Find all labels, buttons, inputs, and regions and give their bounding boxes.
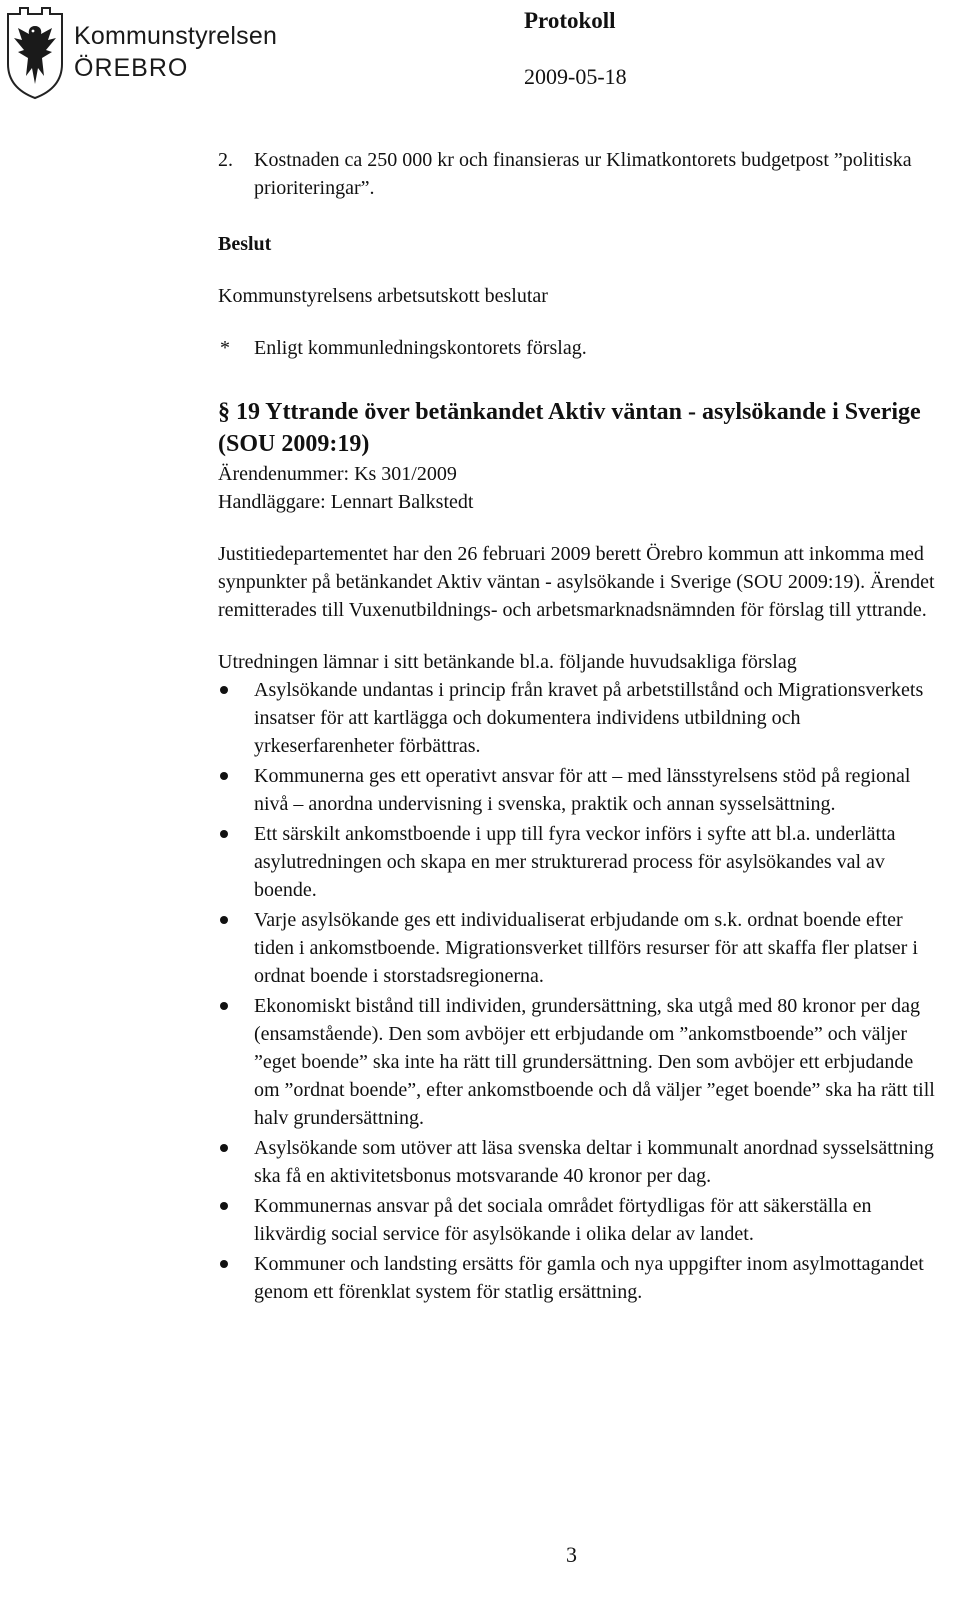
list-item xyxy=(218,820,942,904)
bullet-icon xyxy=(218,906,254,990)
list-item-text: Kommuner och landsting ersätts för gamla och nya uppgifter inom asylmottagandet genom ett förenklat system för statlig ersättning. xyxy=(254,1253,924,1303)
coat-of-arms-icon xyxy=(4,4,66,100)
bullet-icon xyxy=(218,676,254,760)
list-item xyxy=(218,1250,942,1306)
list-item xyxy=(218,1192,942,1248)
list-item xyxy=(218,1134,942,1190)
bullet-icon xyxy=(218,1250,254,1306)
bullet-icon xyxy=(218,820,254,904)
numbered-list-item xyxy=(218,146,942,202)
document-type: Protokoll xyxy=(524,8,616,33)
list-item-text: Kommunernas ansvar på det sociala området förtydligas för att säkerställa en likvärdig social service för asylsökande i olika delar av landet. xyxy=(254,1195,872,1245)
list-number: 2. xyxy=(218,149,233,171)
section-title: § 19 Yttrande över betänkandet Aktiv väntan - asylsökande i Sverige (SOU 2009:19) xyxy=(218,399,921,457)
document-date: 2009-05-18 xyxy=(524,64,627,89)
organization-logo xyxy=(0,0,300,110)
logo-line-1: Kommunstyrelsen xyxy=(74,22,278,50)
case-handler: Handläggare: Lennart Balkstedt xyxy=(218,491,474,513)
list-item xyxy=(218,906,942,990)
bullet-icon xyxy=(218,762,254,818)
decision-intro: Kommunstyrelsens arbetsutskott beslutar xyxy=(218,285,548,307)
proposal-list xyxy=(218,676,942,1306)
list-item-text: Asylsökande som utöver att läsa svenska deltar i kommunalt anordnad sysselsättning ska få en aktivitetsbonus motsvarande 40 kronor per dag. xyxy=(254,1137,934,1187)
bullet-icon xyxy=(218,992,254,1132)
bullet-icon xyxy=(218,1192,254,1248)
document-body xyxy=(218,146,942,1308)
list-item-text: Ekonomiskt bistånd till individen, grundersättning, ska utgå med 80 kronor per dag (ensamstående). Den som avböjer ett erbjudande om ”ankomstboende” och väljer ”eget boende” ska inte ha rätt till grundersättning. Den som avböjer ett erbjudande om ”ordnat boende”, efter ankomstboende och då väljer ”eget boende” ska ha rätt till halv grundersättning. xyxy=(254,995,935,1129)
asterisk-bullet-icon: * xyxy=(220,337,230,359)
logo-line-2: ÖREBRO xyxy=(74,54,189,82)
list-item-text: Kostnaden ca 250 000 kr och finansieras ur Klimatkontorets budgetpost ”politiska prioriteringar”. xyxy=(254,149,912,199)
list-item xyxy=(218,762,942,818)
decision-item xyxy=(218,334,942,362)
section-paragraph-2: Utredningen lämnar i sitt betänkande bl.a. följande huvudsakliga förslag xyxy=(218,651,797,673)
list-item xyxy=(218,992,942,1132)
list-item-text: Asylsökande undantas i princip från kravet på arbetstillstånd och Migrationsverkets insatser för att kartlägga och dokumentera individens utbildning och yrkeserfarenheter förbättras. xyxy=(254,679,924,757)
case-number: Ärendenummer: Ks 301/2009 xyxy=(218,463,457,485)
section-paragraph-1: Justitiedepartementet har den 26 februari 2009 berett Örebro kommun att inkomma med synpunkter på betänkandet Aktiv väntan - asylsökande i Sverige (SOU 2009:19). Ärendet remitterades till Vuxenutbildnings- och arbetsmarknadsnämnden för förslag till yttrande. xyxy=(218,543,935,621)
decision-heading: Beslut xyxy=(218,233,272,255)
list-item-text: Varje asylsökande ges ett individualiserat erbjudande om s.k. ordnat boende efter tiden i ankomstboende. Migrationsverket tillförs resurser för att skaffa fler platser i ordnat boende i storstadsregionerna. xyxy=(254,909,918,987)
list-item xyxy=(218,676,942,760)
bullet-icon xyxy=(218,1134,254,1190)
list-item-text: Kommunerna ges ett operativt ansvar för att – med länsstyrelsens stöd på regional nivå – anordna undervisning i svenska, praktik och annan sysselsättning. xyxy=(254,765,911,815)
page-number: 3 xyxy=(566,1542,577,1567)
decision-item-text: Enligt kommunledningskontorets förslag. xyxy=(254,337,587,359)
list-item-text: Ett särskilt ankomstboende i upp till fyra veckor införs i syfte att bl.a. underlätta asylutredningen och skapa en mer strukturerad process för asylsökandes val av boende. xyxy=(254,823,896,901)
